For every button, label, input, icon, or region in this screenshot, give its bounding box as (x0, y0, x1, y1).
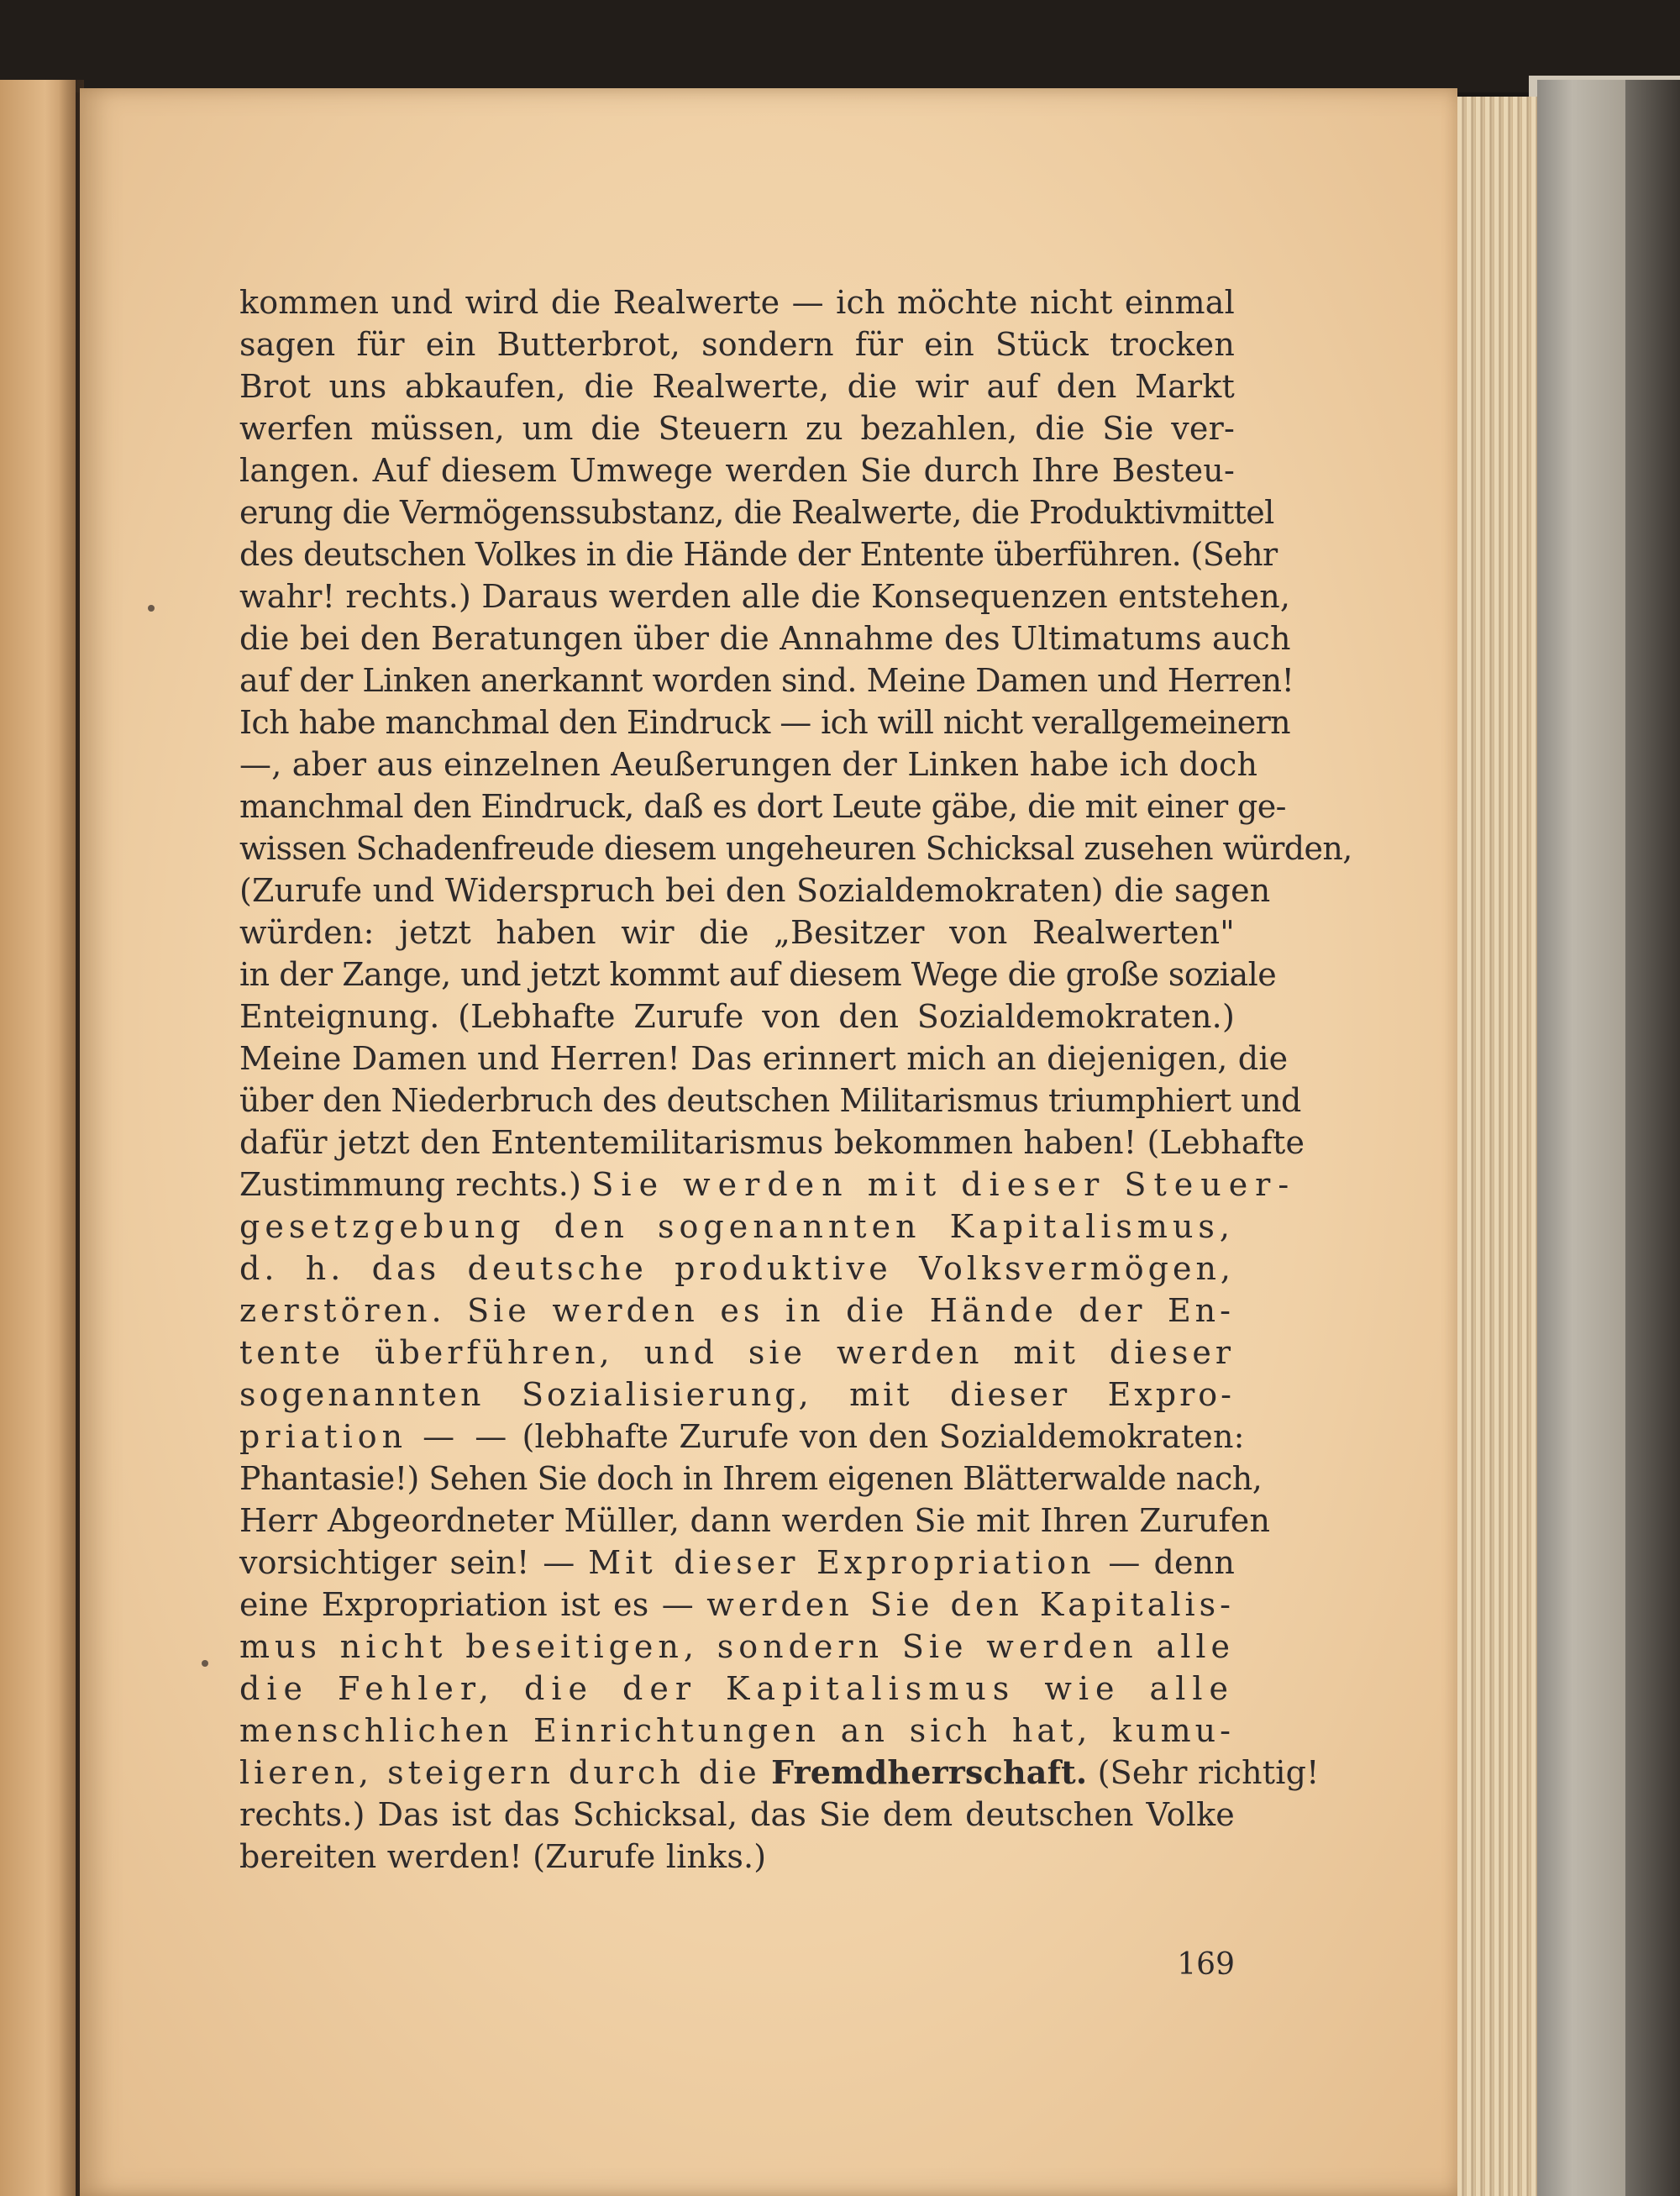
text-line (239, 1542, 1235, 1584)
text-line: manchmal den Eindruck, daß es dort Leute gäbe, die mit einer ge- (239, 788, 1286, 825)
text-line: die bei den Beratungen über die Annahme des Ultimatums auch (239, 620, 1291, 657)
text-line: Herr Abgeordneter Müller, dann werden Sie mit Ihren Zurufen (239, 1502, 1271, 1539)
spaced-text-line: gesetzgebung den sogenannten Kapitalismus, (239, 1208, 1235, 1245)
spaced-text-line: sogenannten Sozialisierung, mit dieser Expro- (239, 1376, 1235, 1413)
text-line: in der Zange, und jetzt kommt auf diesem Wege die große soziale (239, 956, 1277, 993)
text-line: Brot uns abkaufen, die Realwerte, die wir auf den Markt (239, 368, 1235, 405)
text-line: kommen und wird die Realwerte — ich möchte nicht einmal (239, 284, 1235, 321)
text-line: Meine Damen und Herren! Das erinnert mich an diejenigen, die (239, 1040, 1289, 1077)
text-fragment: Zustimmung rechts.) (239, 1166, 582, 1203)
text-fragment: (lebhafte Zurufe von den Sozialdemokraten: (522, 1418, 1245, 1455)
book-spine (1625, 80, 1680, 2196)
text-line: Phantasie!) Sehen Sie doch in Ihrem eigenen Blätterwalde nach, (239, 1460, 1263, 1497)
spaced-text-line: menschlichen Einrichtungen an sich hat, kumu- (239, 1712, 1235, 1749)
bold-text: Fremdherrschaft. (771, 1753, 1088, 1791)
text-line: (Zurufe und Widerspruch bei den Sozialdemokraten) die sagen (239, 872, 1271, 909)
text-line: Enteignung. (Lebhafte Zurufe von den Sozialdemokraten.) (239, 998, 1235, 1035)
text-line: langen. Auf diesem Umwege werden Sie durch Ihre Besteu- (239, 452, 1235, 489)
spaced-text-line: tente überführen, und sie werden mit dieser (239, 1334, 1235, 1371)
margin-dot (202, 1660, 208, 1667)
spaced-text: priation — — (239, 1418, 512, 1455)
text-line: werfen müssen, um die Steuern zu bezahlen, die Sie ver- (239, 410, 1235, 447)
text-line: rechts.) Das ist das Schicksal, das Sie dem deutschen Volke (239, 1796, 1235, 1833)
body-text (239, 281, 1352, 1878)
text-line: —, aber aus einzelnen Aeußerungen der Linken habe ich doch (239, 746, 1258, 783)
page-stack-edges (1457, 97, 1537, 2196)
text-line: sagen für ein Butterbrot, sondern für ein Stück trocken (239, 326, 1235, 363)
spaced-text: Mit dieser Expropriation (588, 1544, 1095, 1581)
text-line (239, 1584, 1235, 1626)
text-fragment: vorsichtiger sein! — (239, 1544, 575, 1581)
text-line: dafür jetzt den Ententemilitarismus bekommen haben! (Lebhafte (239, 1124, 1305, 1161)
spaced-text-line: d. h. das deutsche produktive Volksvermögen, (239, 1250, 1235, 1287)
text-line: bereiten werden! (Zurufe links.) (239, 1838, 767, 1875)
margin-dot (148, 605, 155, 612)
page-number: 169 (1177, 1947, 1235, 1982)
spaced-text: werden Sie den Kapitalis- (706, 1586, 1235, 1623)
spaced-text: Sie werden mit dieser Steuer- (591, 1166, 1297, 1203)
text-fragment: eine Expropriation ist es — (239, 1586, 694, 1623)
text-fragment: (Sehr richtig! (1097, 1754, 1320, 1791)
scan-background (0, 0, 1680, 92)
text-line: auf der Linken anerkannt worden sind. Meine Damen und Herren! (239, 662, 1294, 699)
spaced-text-line: mus nicht beseitigen, sondern Sie werden alle (239, 1628, 1235, 1665)
text-line: erung die Vermögenssubstanz, die Realwerte, die Produktivmittel (239, 494, 1274, 531)
text-line: würden: jetzt haben wir die „Besitzer von Realwerten" (239, 914, 1235, 951)
text-line: über den Niederbruch des deutschen Militarismus triumphiert und (239, 1082, 1301, 1119)
text-line (239, 1164, 1297, 1206)
text-line (239, 1416, 1245, 1458)
text-fragment: — denn (1108, 1544, 1236, 1581)
spaced-text-line: zerstören. Sie werden es in die Hände der En- (239, 1292, 1235, 1329)
spaced-text-line: die Fehler, die der Kapitalismus wie alle (239, 1670, 1235, 1707)
book-cover (1537, 80, 1625, 2196)
spaced-text: lieren, steigern durch die (239, 1754, 761, 1791)
text-line: des deutschen Volkes in die Hände der Entente überführen. (Sehr (239, 536, 1278, 573)
text-line: wahr! rechts.) Daraus werden alle die Konsequenzen entstehen, (239, 578, 1291, 615)
text-line: Ich habe manchmal den Eindruck — ich will nicht verallgemeinern (239, 704, 1291, 741)
text-line: wissen Schadenfreude diesem ungeheuren Schicksal zusehen würden, (239, 830, 1352, 867)
text-line (239, 1752, 1320, 1794)
